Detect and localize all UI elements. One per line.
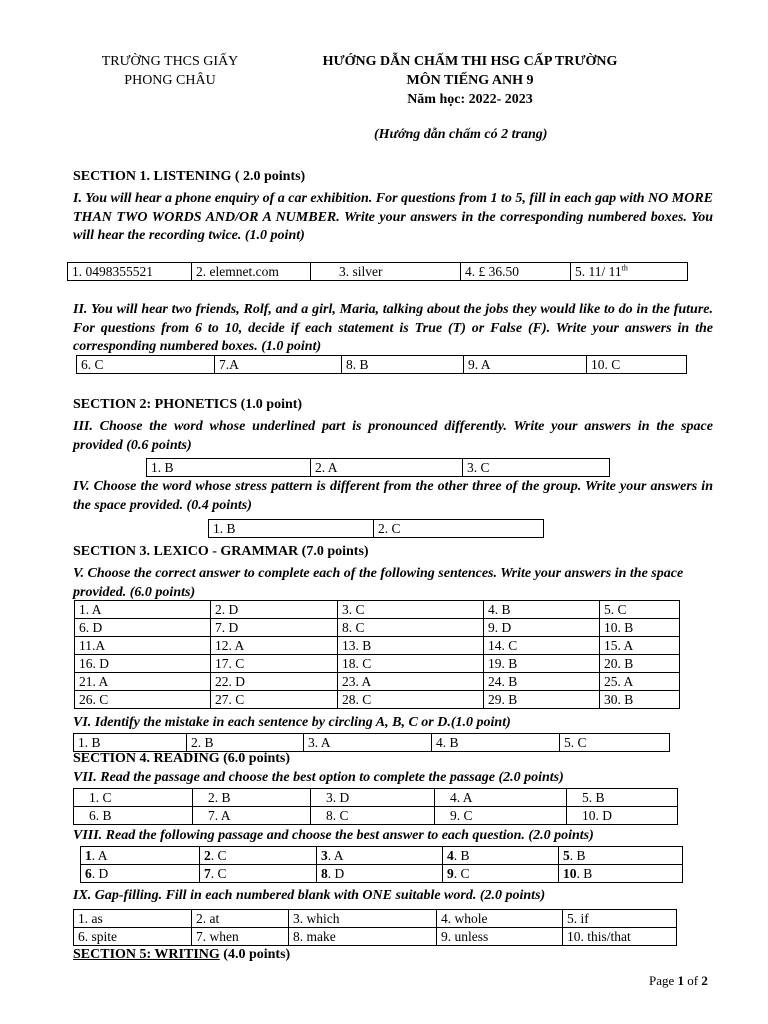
answer-cell: 10. C	[587, 356, 687, 374]
answer-cell: 2. at	[192, 910, 289, 928]
answer-cell: 2. elemnet.com	[192, 263, 311, 281]
table-row	[75, 655, 680, 673]
table-row	[75, 637, 680, 655]
answer-letter: . A	[91, 848, 108, 863]
answer-cell: 7. D	[211, 619, 338, 637]
answer-cell: 7.A	[215, 356, 342, 374]
answer-cell: 23. A	[338, 673, 484, 691]
table-row	[75, 619, 680, 637]
answer-cell: 10. D	[567, 807, 678, 825]
answer-cell: 9. D	[484, 619, 600, 637]
page-word: Page	[649, 973, 678, 988]
answer-cell: 1. B	[74, 734, 187, 752]
answer-cell: 3. which	[289, 910, 437, 928]
section-4-heading: SECTION 4. READING (6.0 points)	[73, 751, 291, 766]
answer-number: 6	[85, 866, 92, 881]
section-5-heading	[73, 947, 290, 963]
part-5-answer-table	[74, 600, 680, 709]
answer-cell: 3. D	[311, 789, 435, 807]
answer-letter: . D	[327, 866, 345, 881]
part-5-instruction: V. Choose the correct answer to complete each of the following sentences. Write your answers in the space provided. (6.0 points)	[73, 566, 684, 600]
answer-cell: 16. D	[75, 655, 211, 673]
part-8-instruction: VIII. Read the following passage and choose the best answer to each question. (2.0 points)	[73, 828, 594, 843]
answer-letter: . C	[210, 866, 227, 881]
answer-cell: 1. as	[74, 910, 192, 928]
table-row	[75, 673, 680, 691]
title-line-2: MÔN TIẾNG ANH 9	[406, 73, 534, 88]
answer-cell	[81, 865, 200, 883]
table-row	[75, 691, 680, 709]
answer-number: 4	[447, 848, 454, 863]
answer-letter: . C	[453, 866, 470, 881]
table-row	[81, 865, 683, 883]
answer-number: 7	[204, 866, 211, 881]
answer-cell: 10. B	[600, 619, 680, 637]
answer-cell: 21. A	[75, 673, 211, 691]
answer-cell: 1. 0498355521	[68, 263, 192, 281]
answer-cell: 7. A	[193, 807, 311, 825]
answer-cell: 1. A	[75, 601, 211, 619]
answer-cell: 4. A	[435, 789, 567, 807]
page-of: of	[684, 973, 702, 988]
answer-cell: 19. B	[484, 655, 600, 673]
document-title	[270, 52, 670, 109]
part-7-answer-table	[73, 788, 678, 825]
answer-cell	[317, 865, 443, 883]
answer-cell: 7. when	[192, 928, 289, 946]
school-line-2: PHONG CHÂU	[124, 73, 216, 88]
answer-cell	[81, 847, 200, 865]
answer-text: 3. silver	[339, 264, 383, 279]
answer-number: 1	[85, 848, 92, 863]
section-2-heading: SECTION 2: PHONETICS (1.0 point)	[73, 397, 303, 412]
answer-cell: 10. this/that	[563, 928, 677, 946]
answer-cell: 25. A	[600, 673, 680, 691]
answer-letter: . B	[569, 848, 586, 863]
answer-cell: 4. whole	[437, 910, 563, 928]
part-4-instruction: IV. Choose the word whose stress pattern is different from the other three of the group. Write your answers in the space provided. (0.4 points)	[73, 479, 713, 513]
answer-letter: . B	[453, 848, 470, 863]
answer-cell: 18. C	[338, 655, 484, 673]
part-8-answer-table	[80, 846, 683, 883]
answer-cell	[559, 847, 683, 865]
superscript-th: th	[621, 263, 628, 273]
school-name	[80, 52, 260, 90]
answer-number: 2	[204, 848, 211, 863]
answer-cell: 15. A	[600, 637, 680, 655]
answer-number: 10	[563, 866, 577, 881]
answer-cell: 9. unless	[437, 928, 563, 946]
answer-cell	[200, 847, 317, 865]
part-1-instruction: I. You will hear a phone enquiry of a car exhibition. For questions from 1 to 5, fill in each gap with NO MORE THAN TWO WORDS AND/OR A NUMBER. Write your answers in the corresponding numbered boxes. You will hear the recording twice. (1.0 point)	[73, 191, 713, 243]
answer-cell: 6. D	[75, 619, 211, 637]
answer-cell: 8. C	[338, 619, 484, 637]
part-6-instruction: VI. Identify the mistake in each sentence by circling A, B, C or D.(1.0 point)	[73, 715, 511, 730]
answer-cell: 2. D	[211, 601, 338, 619]
section-5-heading-underlined: SECTION 5: WRITING	[73, 947, 220, 962]
answer-cell	[559, 865, 683, 883]
answer-cell: 4. B	[484, 601, 600, 619]
part-7-instruction: VII. Read the passage and choose the best option to complete the passage (2.0 points)	[73, 770, 564, 785]
section-3-heading: SECTION 3. LEXICO - GRAMMAR (7.0 points)	[73, 544, 369, 559]
answer-cell: 3. C	[338, 601, 484, 619]
answer-cell: 2. B	[187, 734, 304, 752]
answer-cell: 1. B	[209, 520, 374, 538]
answer-cell	[200, 865, 317, 883]
answer-text: 5. 11/ 11	[575, 264, 622, 279]
answer-cell: 8. B	[342, 356, 464, 374]
pages-note: (Hướng dẫn chấm có 2 trang)	[374, 127, 548, 142]
part-1-answer-table	[67, 262, 688, 281]
answer-letter: . D	[91, 866, 109, 881]
part-9-answer-table	[73, 909, 677, 946]
answer-cell: 24. B	[484, 673, 600, 691]
answer-cell: 29. B	[484, 691, 600, 709]
answer-letter: . A	[327, 848, 344, 863]
table-row	[74, 928, 677, 946]
answer-letter: . C	[210, 848, 227, 863]
answer-cell: 3. A	[304, 734, 432, 752]
answer-cell: 1. B	[147, 459, 311, 477]
answer-cell: 5. C	[560, 734, 670, 752]
title-line-1: HƯỚNG DẪN CHẤM THI HSG CẤP TRƯỜNG	[322, 54, 618, 69]
answer-cell: 1. C	[74, 789, 193, 807]
answer-number: 3	[321, 848, 328, 863]
part-9-instruction: IX. Gap-filling. Fill in each numbered blank with ONE suitable word. (2.0 points)	[73, 888, 546, 903]
answer-cell: 17. C	[211, 655, 338, 673]
answer-letter: . B	[576, 866, 593, 881]
answer-cell: 2. C	[374, 520, 544, 538]
answer-cell: 26. C	[75, 691, 211, 709]
part-4-answer-table	[208, 519, 544, 538]
answer-cell: 20. B	[600, 655, 680, 673]
answer-cell	[443, 865, 559, 883]
answer-cell: 6. C	[77, 356, 215, 374]
answer-cell: 27. C	[211, 691, 338, 709]
answer-cell	[317, 847, 443, 865]
answer-cell: 5. if	[563, 910, 677, 928]
answer-cell: 11.A	[75, 637, 211, 655]
table-row	[74, 910, 677, 928]
answer-cell: 9. C	[435, 807, 567, 825]
answer-cell: 2. B	[193, 789, 311, 807]
answer-cell: 8. make	[289, 928, 437, 946]
section-5-heading-rest: (4.0 points)	[219, 947, 291, 962]
page-number	[649, 973, 708, 989]
school-line-1: TRƯỜNG THCS GIẤY	[101, 54, 239, 69]
answer-cell: 3. C	[463, 459, 610, 477]
answer-cell: 5. C	[600, 601, 680, 619]
answer-cell: 28. C	[338, 691, 484, 709]
part-3-answer-table	[146, 458, 610, 477]
table-row	[74, 807, 678, 825]
page-current: 1	[677, 973, 685, 988]
answer-number: 5	[563, 848, 570, 863]
answer-cell: 9. A	[464, 356, 587, 374]
answer-cell: 22. D	[211, 673, 338, 691]
answer-cell	[443, 847, 559, 865]
answer-cell: 4. B	[432, 734, 560, 752]
answer-cell: 13. B	[338, 637, 484, 655]
answer-cell: 30. B	[600, 691, 680, 709]
part-2-instruction: II. You will hear two friends, Rolf, and a girl, Maria, talking about the jobs they would like to do in the future. For questions from 6 to 10, decide if each statement is True (T) or False (F). Write your answers in the corresponding numbered boxes. (1.0 point)	[73, 302, 713, 354]
part-3-instruction: III. Choose the word whose underlined part is pronounced differently. Write your answers in the space provided (0.6 points)	[73, 419, 713, 453]
section-1-heading: SECTION 1. LISTENING ( 2.0 points)	[73, 169, 306, 184]
table-row	[74, 789, 678, 807]
answer-number: 9	[447, 866, 454, 881]
answer-cell	[311, 263, 461, 281]
answer-cell: 6. spite	[74, 928, 192, 946]
table-row	[75, 601, 680, 619]
page-total: 2	[701, 973, 708, 988]
title-line-3: Năm học: 2022- 2023	[407, 92, 533, 107]
table-row	[81, 847, 683, 865]
answer-cell: 5. B	[567, 789, 678, 807]
answer-cell: 14. C	[484, 637, 600, 655]
answer-cell	[571, 263, 688, 281]
answer-cell: 8. C	[311, 807, 435, 825]
answer-cell: 6. B	[74, 807, 193, 825]
part-6-answer-table	[73, 733, 670, 752]
answer-cell: 2. A	[311, 459, 463, 477]
answer-number: 8	[321, 866, 328, 881]
answer-cell: 4. £ 36.50	[461, 263, 571, 281]
part-2-answer-table	[76, 355, 687, 374]
answer-cell: 12. A	[211, 637, 338, 655]
